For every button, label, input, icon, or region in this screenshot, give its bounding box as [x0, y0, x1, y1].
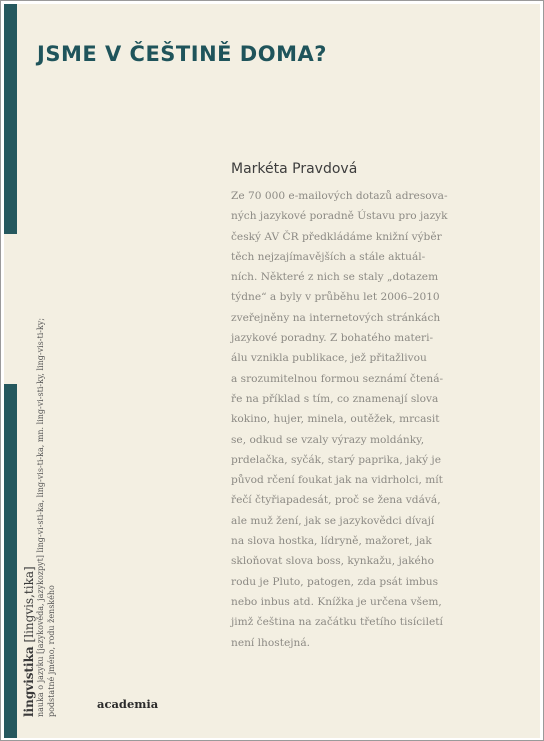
blurb-line: původ rčení foukat jak na vidrholci, mít	[231, 474, 443, 487]
blurb-line: nebo inbus atd. Knížka je určena všem,	[231, 595, 442, 608]
blurb-line: řečí čtyřiapadesát, proč se žena vdává,	[231, 494, 441, 507]
dictionary-definition: nauka o jazyku [jazykověda, jazykozpyt] ling-vi-sti-ka, ling-vis-ti-ka, mn. ling-vi-sti-ky, ling-vis-ti-ky;	[36, 317, 45, 717]
spine-accent-strip-bottom	[4, 384, 17, 738]
blurb-line: ře na příklad s tím, co znamenají slova	[231, 392, 439, 405]
blurb-line: český AV ČR předkládáme knižní výběr	[231, 230, 442, 243]
author-name: Markéta Pravdová	[231, 161, 358, 177]
blurb-line: ných jazykové poradně Ústavu pro jazyk	[231, 210, 448, 223]
blurb-line: týdne“ a byly v průběhu let 2006–2010	[231, 291, 440, 304]
blurb-line: skloňovat slova boss, kynkažu, jakého	[231, 555, 434, 568]
blurb-line: těch nejzajímavějších a stále aktuál-	[231, 250, 426, 263]
blurb-line: prdelačka, syčák, starý paprika, jaký je	[231, 453, 441, 466]
dictionary-grammar: podstatné jméno, rodu ženského	[46, 585, 56, 717]
blurb-line: álu vznikla publikace, jež přitažlivou	[231, 352, 427, 365]
dictionary-entry-vertical	[22, 17, 57, 717]
blurb-line: není lhostejná.	[231, 636, 311, 649]
blurb-line: rodu je Pluto, patogen, zda psát imbus	[231, 575, 439, 588]
book-title: JSME V ČEŠTINĚ DOMA?	[37, 42, 327, 66]
dictionary-headword-line	[22, 17, 36, 717]
blurb-line: zveřejněny na internetových stránkách	[231, 311, 441, 324]
dictionary-headword: lingvistika	[22, 646, 36, 717]
blurb-line: ních. Některé z nich se staly „dotazem	[231, 271, 439, 284]
publisher-logo: academia	[97, 697, 159, 711]
dictionary-pronunciation: [lingvis,tika]	[22, 566, 36, 643]
blurb-line: jimž čeština na začátku třetího tisíciletí	[231, 616, 443, 629]
blurb-line: a srozumitelnou formou seznámí čtená-	[231, 372, 444, 385]
blurb-line: se, odkud se vzaly výrazy moldánky,	[231, 433, 425, 446]
blurb-line: jazykové poradny. Z bohatého materi-	[231, 332, 434, 345]
book-cover	[4, 4, 540, 738]
blurb-text	[231, 186, 521, 653]
blurb-line: Ze 70 000 e-mailových dotazů adresova-	[231, 190, 448, 202]
blurb-line: na slova hostka, lídryně, mažoret, jak	[231, 535, 432, 548]
blurb-line: kokino, hujer, minela, outěžek, mrcasit	[231, 413, 440, 426]
spine-accent-strip-top	[4, 4, 17, 234]
blurb-line: ale muž žení, jak se jazykovědci dívají	[231, 514, 435, 527]
